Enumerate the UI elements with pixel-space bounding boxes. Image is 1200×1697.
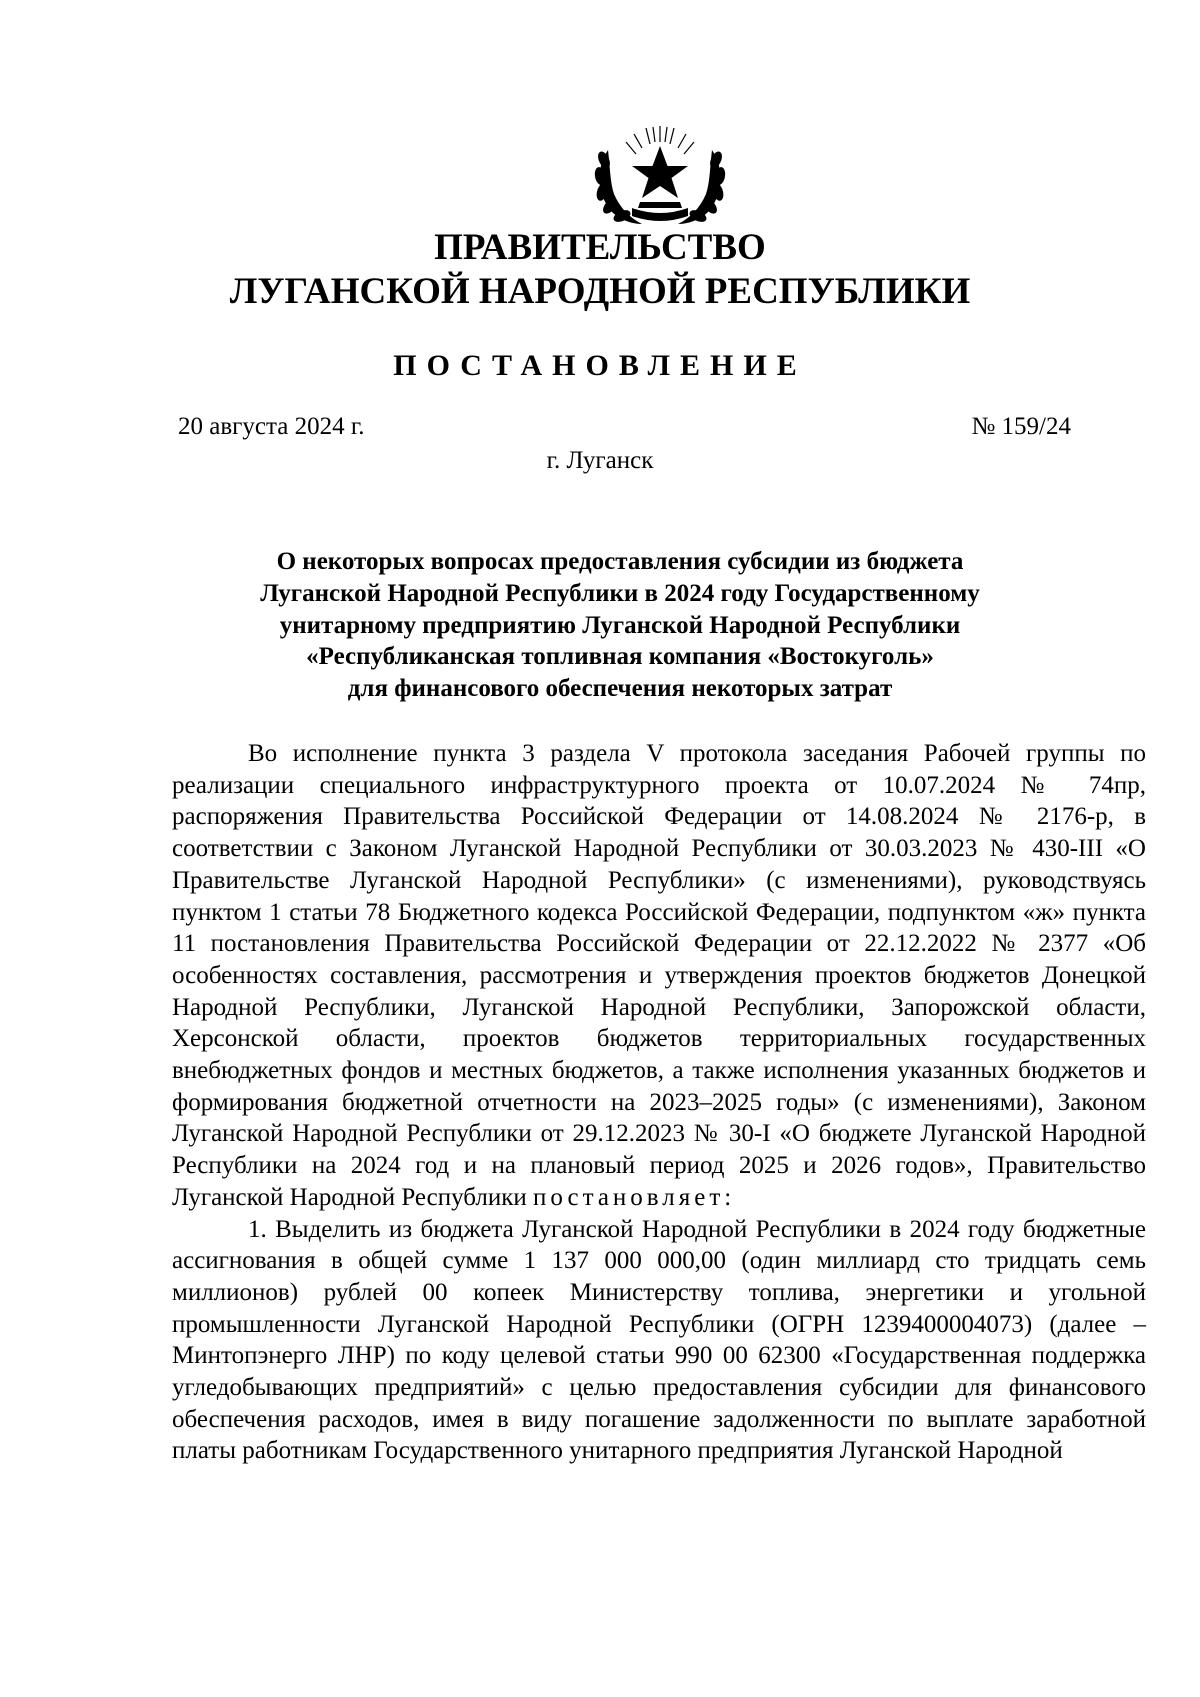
subject-line: для финансового обеспечения некоторых затрат [347, 675, 893, 703]
organization-title-line2: ЛУГАНСКОЙ НАРОДНОЙ РЕСПУБЛИКИ [229, 271, 971, 312]
document-city: г. Луганск [546, 447, 654, 474]
subject-line: унитарному предприятию Луганской Народной Республики [279, 611, 961, 639]
lpr-coat-of-arms-icon [590, 120, 730, 232]
document-body [172, 738, 1146, 1467]
organization-title-line1: ПРАВИТЕЛЬСТВО [434, 227, 766, 268]
subject-line: Луганской Народной Республики в 2024 году Государственному [260, 579, 980, 607]
resolves-keyword: постановляет: [533, 1183, 736, 1211]
document-type: ПОСТАНОВЛЕНИЕ [393, 349, 807, 382]
body-paragraph: 1. Выделить из бюджета Луганской Народной Республики в 2024 году бюджетные ассигнования в общей сумме 1 137 000 000,00 (один миллиард сто тридцать семь миллионов) рублей 00 копеек Министерству топлива, энергетики и угольной промышленности Луганской Народной Республики (ОГРН 1239400004073) (далее – Минтопэнерго ЛНР) по коду целевой статьи 990 00 62300 «Государственная поддержка угледобывающих предприятий» с целью предоставления субсидии для финансового обеспечения расходов, имея в виду погашение задолженности по выплате заработной платы работникам Государственного унитарного предприятия Луганской Народной [172, 1215, 1146, 1465]
document-date: 20 августа 2024 г. [178, 413, 365, 440]
paragraph-text: Во исполнение пункта 3 раздела V протокола заседания Рабочей группы по реализации специального инфраструктурного проекта от 10.07.2024 № 74пр, распоряжения Правительства Российской Федерации от 14.08.2024 № 2176-р, в соответствии с Законом Луганской Народной Республики от 30.03.2023 № 430-III «О Правительстве Луганской Народной Республики» (с изменениями), руководствуясь пунктом 1 статьи 78 Бюджетного кодекса Российской Федерации, подпунктом «ж» пункта 11 постановления Правительства Российской Федерации от 22.12.2022 № 2377 «Об особенностях составления, рассмотрения и утверждения проектов бюджетов Донецкой Народной Республики, Луганской Народной Республики, Запорожской области, Херсонской области, проектов бюджетов территориальных государственных внебюджетных фондов и местных бюджетов, а также исполнения указанных бюджетов и формирования бюджетной отчетности на 2023–2025 годы» (с изменениями), Законом Луганской Народной Республики от 29.12.2023 № 30-I «О бюджете Луганской Народной Республики на 2024 год и на плановый период 2025 и 2026 годов», Правительство Луганской Народной Республики [172, 740, 1146, 1211]
body-paragraph [172, 738, 1146, 1214]
subject-line: О некоторых вопросах предоставления субсидии из бюджета [276, 548, 964, 575]
subject-line: «Республиканская топливная компания «Востокуголь» [306, 643, 934, 671]
document-subject [175, 546, 1065, 705]
document-number: № 159/24 [971, 413, 1071, 440]
